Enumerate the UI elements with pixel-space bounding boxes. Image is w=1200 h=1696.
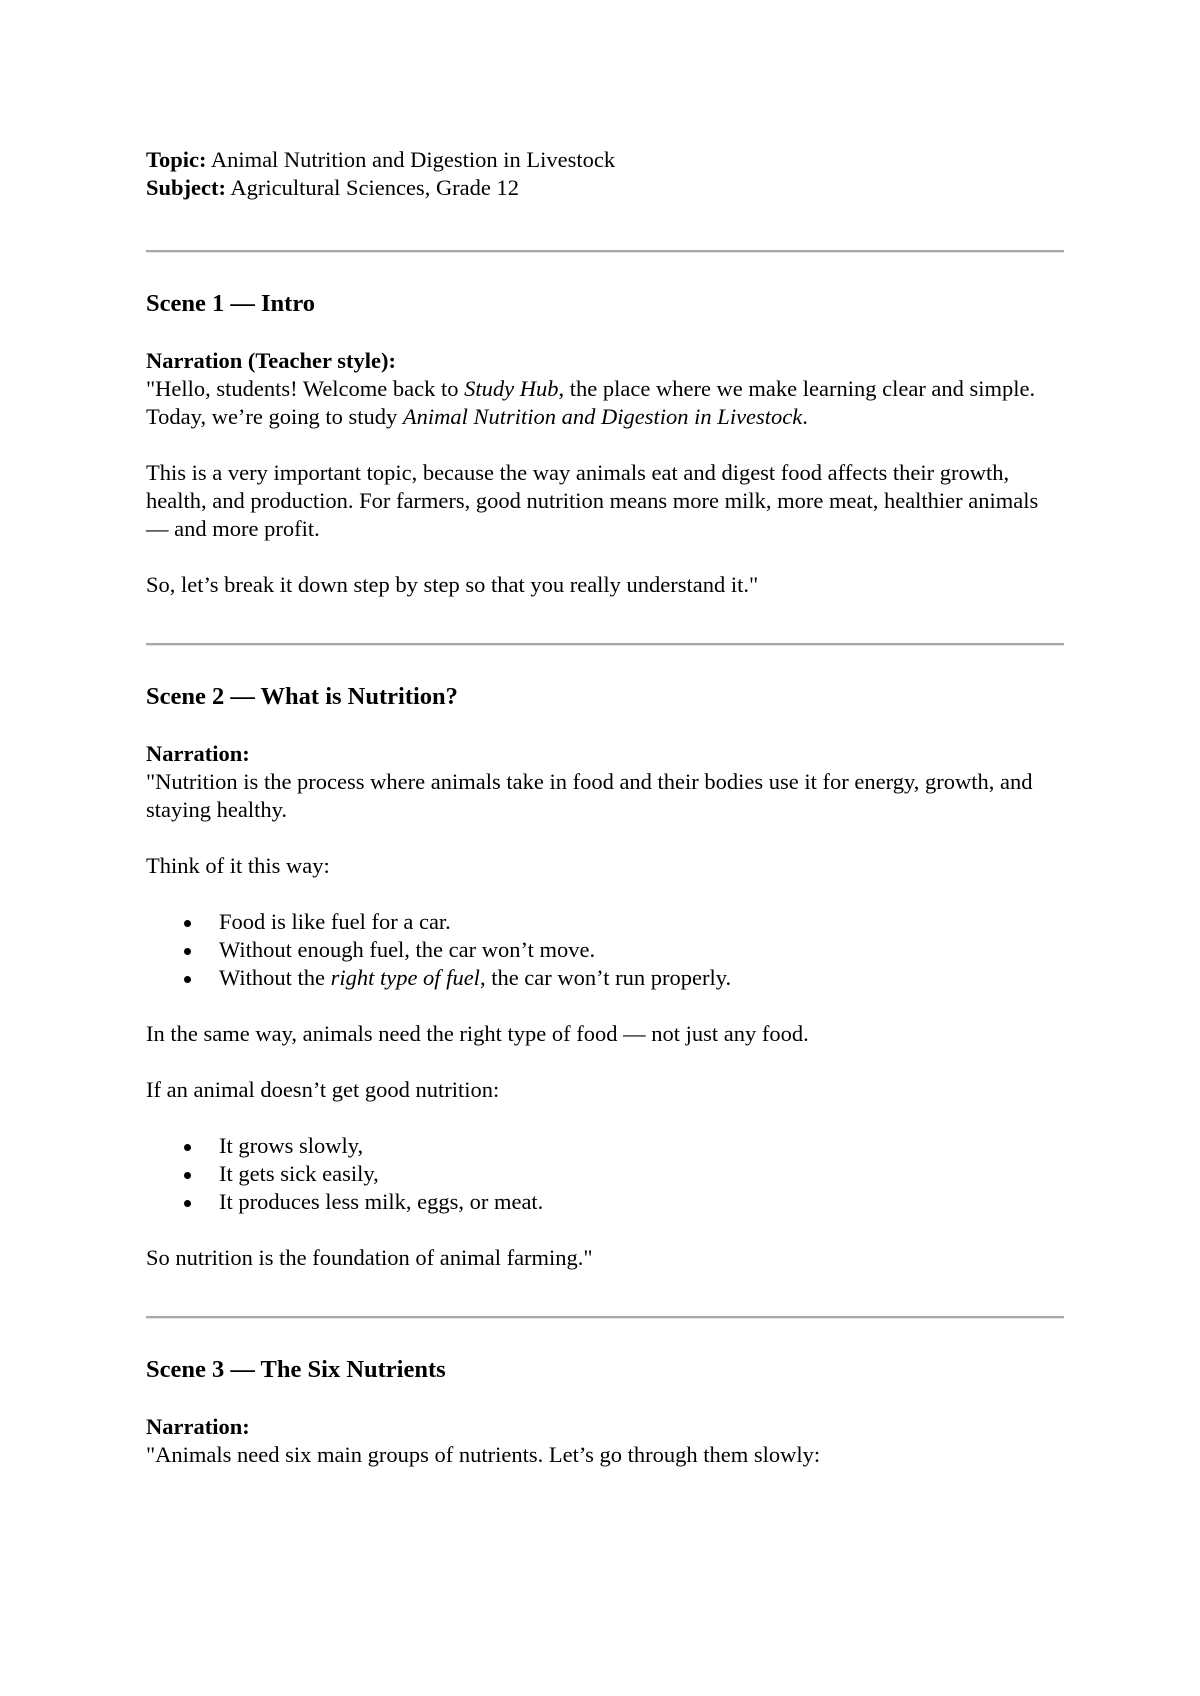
scene-3-heading: Scene 3 — The Six Nutrients (146, 1356, 446, 1383)
section-divider (146, 250, 1064, 253)
bullet-icon (184, 1144, 191, 1151)
scene-3-narration-label: Narration: (146, 1414, 250, 1439)
scene-1-paragraph (146, 403, 1064, 431)
list-item (146, 1160, 1064, 1188)
bullet-icon (184, 1172, 191, 1179)
text-span: , the place where we make learning clear and simple. (558, 376, 1036, 401)
subject-value: Agricultural Sciences, Grade 12 (226, 175, 520, 200)
subject-label: Subject: (146, 175, 226, 200)
list-item (146, 1188, 1064, 1216)
list-item (146, 964, 1064, 992)
text-span: "Hello, students! Welcome back to (146, 376, 465, 401)
bullet-icon (184, 1200, 191, 1207)
list-item-text: , the car won’t run properly. (479, 965, 732, 990)
topic-value: Animal Nutrition and Digestion in Livestock (206, 147, 616, 172)
list-item-text: Without enough fuel, the car won’t move. (219, 937, 596, 962)
scene-2-paragraph: If an animal doesn’t get good nutrition: (146, 1077, 500, 1102)
scene-1-heading: Scene 1 — Intro (146, 290, 315, 317)
scene-2 (146, 682, 1064, 1272)
text-span: . (802, 404, 808, 429)
scene-2-paragraph: Think of it this way: (146, 853, 330, 878)
topic-line (146, 146, 1064, 174)
scene-1-narration-label: Narration (Teacher style): (146, 348, 396, 373)
bullet-list (146, 908, 1064, 992)
emphasis-topic-title: Animal Nutrition and Digestion in Livestock (402, 404, 803, 429)
scene-2-paragraph: So nutrition is the foundation of animal farming." (146, 1245, 593, 1270)
scene-1 (146, 289, 1064, 599)
scene-2-paragraph: In the same way, animals need the right type of food — not just any food. (146, 1021, 809, 1046)
bullet-list (146, 1132, 1064, 1216)
list-item-text: It gets sick easily, (219, 1161, 379, 1186)
document-page (146, 146, 1064, 1469)
document-meta (146, 146, 1064, 202)
scene-2-paragraph: "Nutrition is the process where animals take in food and their bodies use it for energy, growth, and staying healthy. (146, 769, 1033, 822)
scene-1-paragraph: So, let’s break it down step by step so that you really understand it." (146, 572, 759, 597)
emphasis-study-hub: Study Hub (464, 376, 559, 401)
emphasis-right-type-of-fuel: right type of fuel (330, 965, 480, 990)
list-item-text: Food is like fuel for a car. (219, 909, 451, 934)
topic-label: Topic: (146, 147, 207, 172)
scene-3-paragraph: "Animals need six main groups of nutrients. Let’s go through them slowly: (146, 1442, 821, 1467)
scene-1-paragraph: This is a very important topic, because the way animals eat and digest food affects their growth, health, and production. For farmers, good nutrition means more milk, more meat, healthier animals — and more profit. (146, 460, 1039, 541)
bullet-icon (184, 948, 191, 955)
bullet-icon (184, 920, 191, 927)
list-item (146, 908, 1064, 936)
list-item-text: Without the (219, 965, 331, 990)
text-span: Today, we’re going to study (146, 404, 403, 429)
scene-1-paragraph (146, 375, 1064, 403)
list-item (146, 936, 1064, 964)
bullet-icon (184, 976, 191, 983)
subject-line (146, 174, 1064, 202)
section-divider (146, 1316, 1064, 1319)
scene-2-narration-label: Narration: (146, 741, 250, 766)
list-item-text: It produces less milk, eggs, or meat. (219, 1189, 544, 1214)
scene-2-heading: Scene 2 — What is Nutrition? (146, 683, 458, 710)
list-item (146, 1132, 1064, 1160)
list-item-text: It grows slowly, (219, 1133, 364, 1158)
scene-3 (146, 1355, 1064, 1469)
section-divider (146, 643, 1064, 646)
